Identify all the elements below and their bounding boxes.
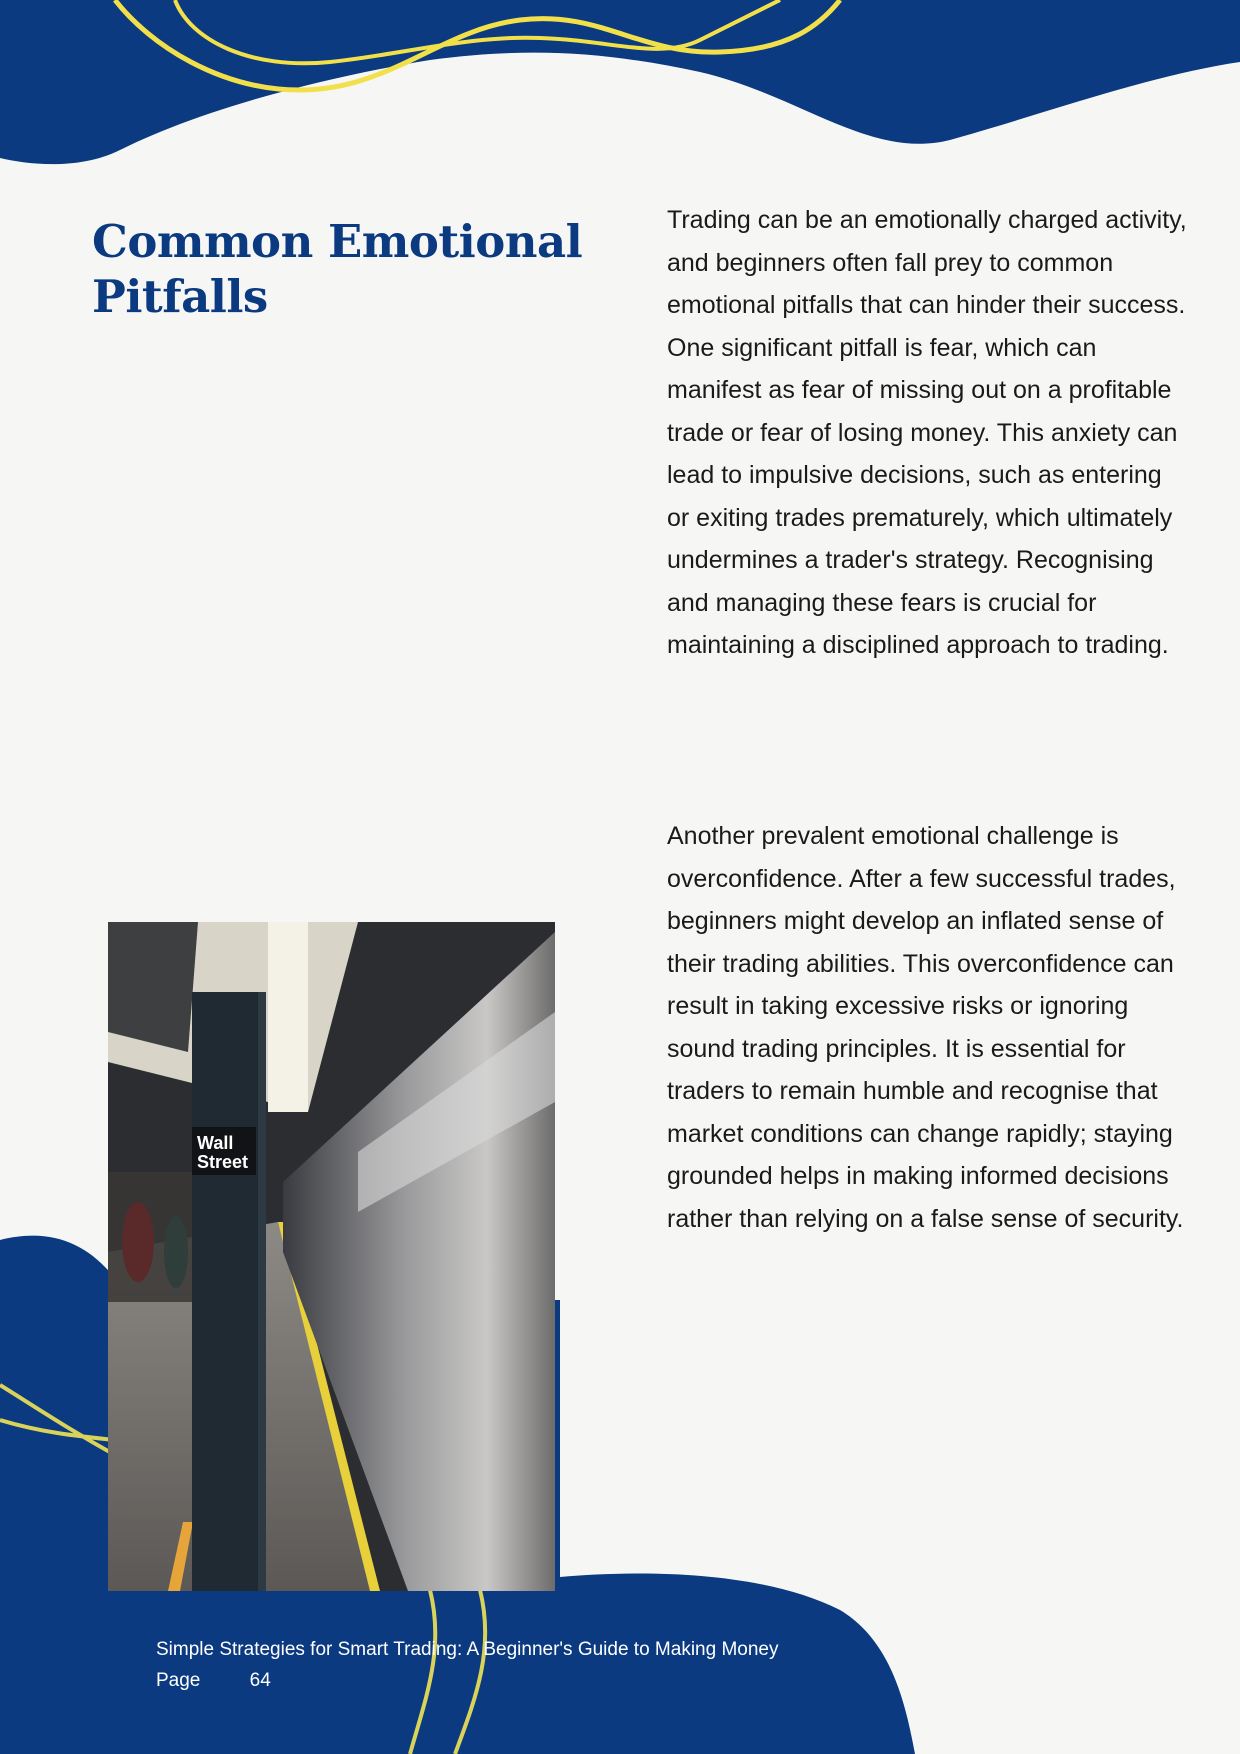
paragraph-2: Another prevalent emotional challenge is overconfidence. After a few successful trades, beginners might develop an inflated sense of their trading abilities. This overconfidence can result in taking excessive risks or ignoring sound trading principles. It is essential for traders to remain humble and recognise that market conditions can change rapidly; staying grounded helps in making informed decisions rather than relying on a false sense of security. [667,822,1184,1233]
paragraph-1: Trading can be an emotionally charged activity, and beginners often fall prey to common emotional pitfalls that can hinder their success. One significant pitfall is fear, which can manifest as fear of missing out on a profitable trade or fear of losing money. This anxiety can lead to impulsive decisions, such as entering or exiting trades prematurely, which ultimately undermines a trader's strategy. Recognising and managing these fears is crucial for maintaining a disciplined approach to trading. [667,206,1187,659]
top-wave-shape [0,0,1240,164]
sign-line-2: Street [197,1152,249,1172]
station-column [192,992,262,1591]
page-label: Page [156,1670,201,1691]
title-line-2: Pitfalls [92,270,268,323]
subway-photo [108,922,555,1591]
footer-page-number [156,1670,271,1692]
page-number: 64 [249,1670,271,1691]
sign-line-1: Wall [197,1133,234,1153]
subway-illustration [108,922,555,1591]
footer-book-title: Simple Strategies for Smart Trading: A Beginner's Guide to Making Money [156,1639,779,1660]
page-title [92,214,612,324]
title-line-1: Common Emotional [92,215,583,268]
